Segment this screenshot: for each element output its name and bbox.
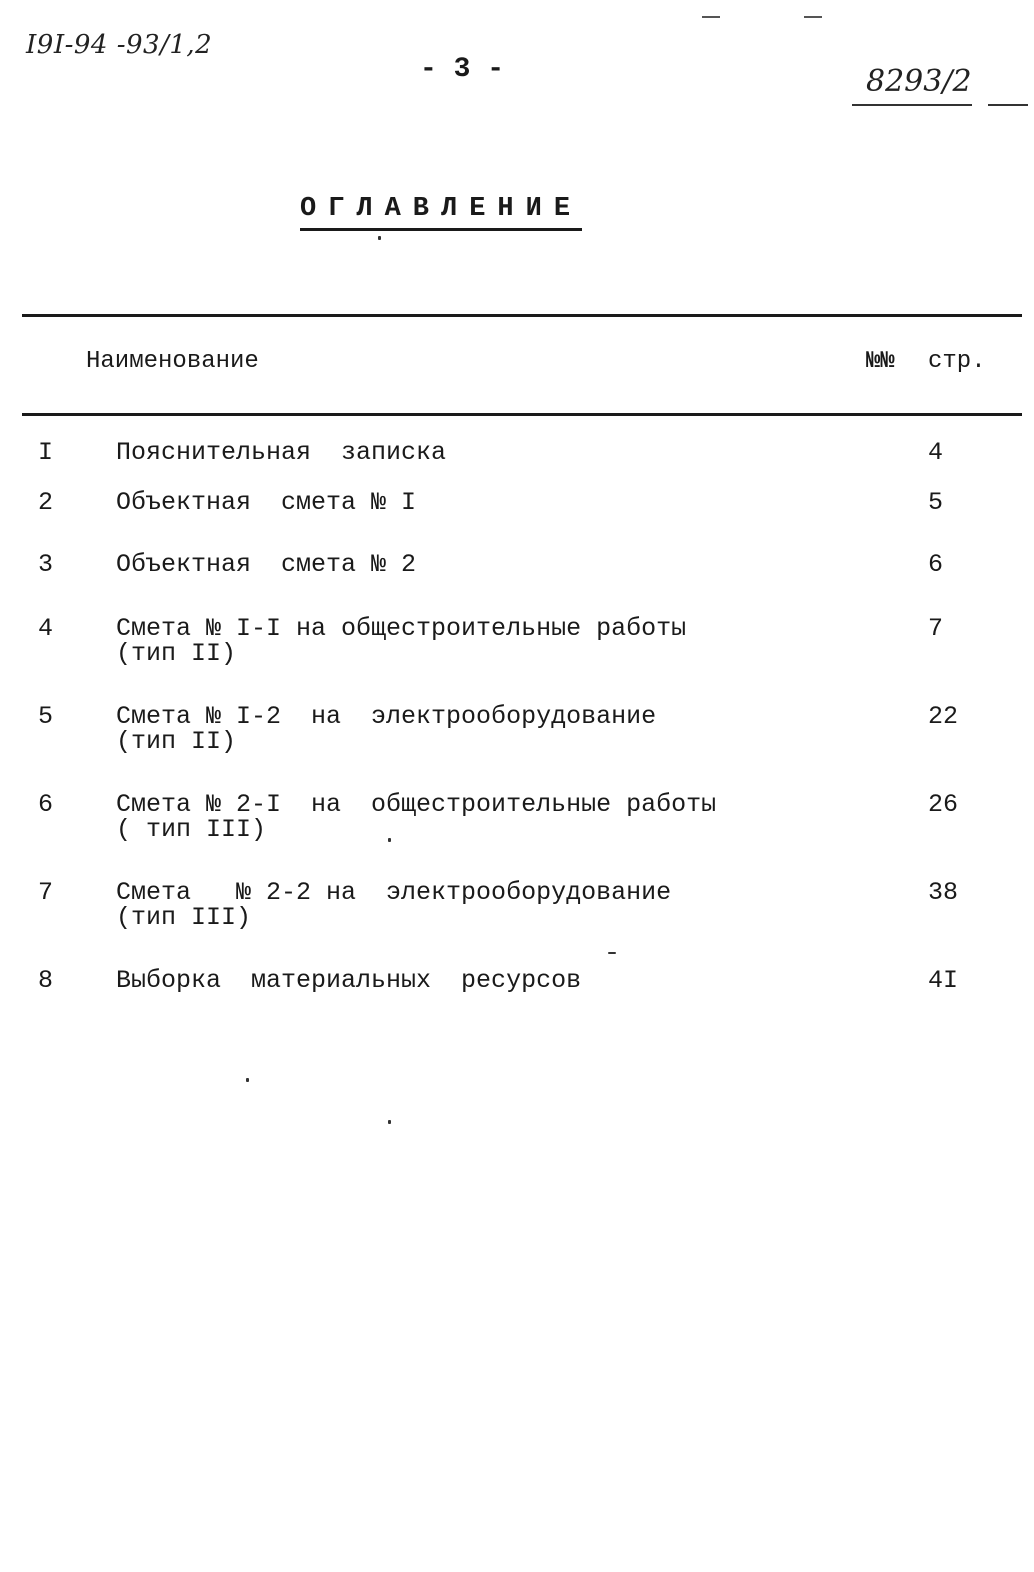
archive-number-underline-tail [988,104,1028,106]
entry-title: Смета № I-2 на электрооборудование (тип II) [116,702,657,756]
entry-page: 5 [928,488,944,517]
document-code: I9I-94 -93/1,2 [26,30,213,60]
table-header-rule [22,413,1022,416]
page-number: - 3 - [420,54,505,85]
entry-title: Смета № 2-2 на электрооборудование (тип III) [116,878,672,932]
entry-page: 4 [928,438,944,467]
entry-title: Объектная смета № 2 [116,550,417,579]
entry-number: 8 [38,966,54,995]
scan-mark [804,16,822,18]
entry-page: 4I [928,966,959,995]
entry-page: 22 [928,702,959,731]
entry-title: Выборка материальных ресурсов [116,966,582,995]
scan-speck [388,1120,391,1124]
entry-number: 6 [38,790,54,819]
column-header-number: №№ [866,348,895,375]
entry-page: 6 [928,550,944,579]
entry-number: I [38,438,54,467]
entry-title: Пояснительная записка [116,438,447,467]
archive-number-underline [852,104,972,106]
entry-number: 3 [38,550,54,579]
toc-title: ОГЛАВЛЕНИЕ [300,192,582,231]
entry-page: 26 [928,790,959,819]
entry-number: 7 [38,878,54,907]
table-top-rule [22,314,1022,317]
entry-number: 2 [38,488,54,517]
entry-number: 4 [38,614,54,643]
scan-speck [388,838,391,842]
entry-number: 5 [38,702,54,731]
entry-title: Смета № 2-I на общестроительные работы ( тип III) [116,790,717,844]
scan-speck [608,952,616,954]
entry-page: 38 [928,878,959,907]
column-header-name: Наименование [86,348,259,375]
scan-speck [378,236,381,240]
entry-title: Объектная смета № I [116,488,417,517]
entry-page: 7 [928,614,944,643]
entry-title: Смета № I-I на общестроительные работы (тип II) [116,614,687,668]
scan-speck [246,1078,249,1082]
archive-number: 8293/2 [866,64,972,99]
scan-mark [702,16,720,18]
column-header-page: стр. [928,348,986,375]
